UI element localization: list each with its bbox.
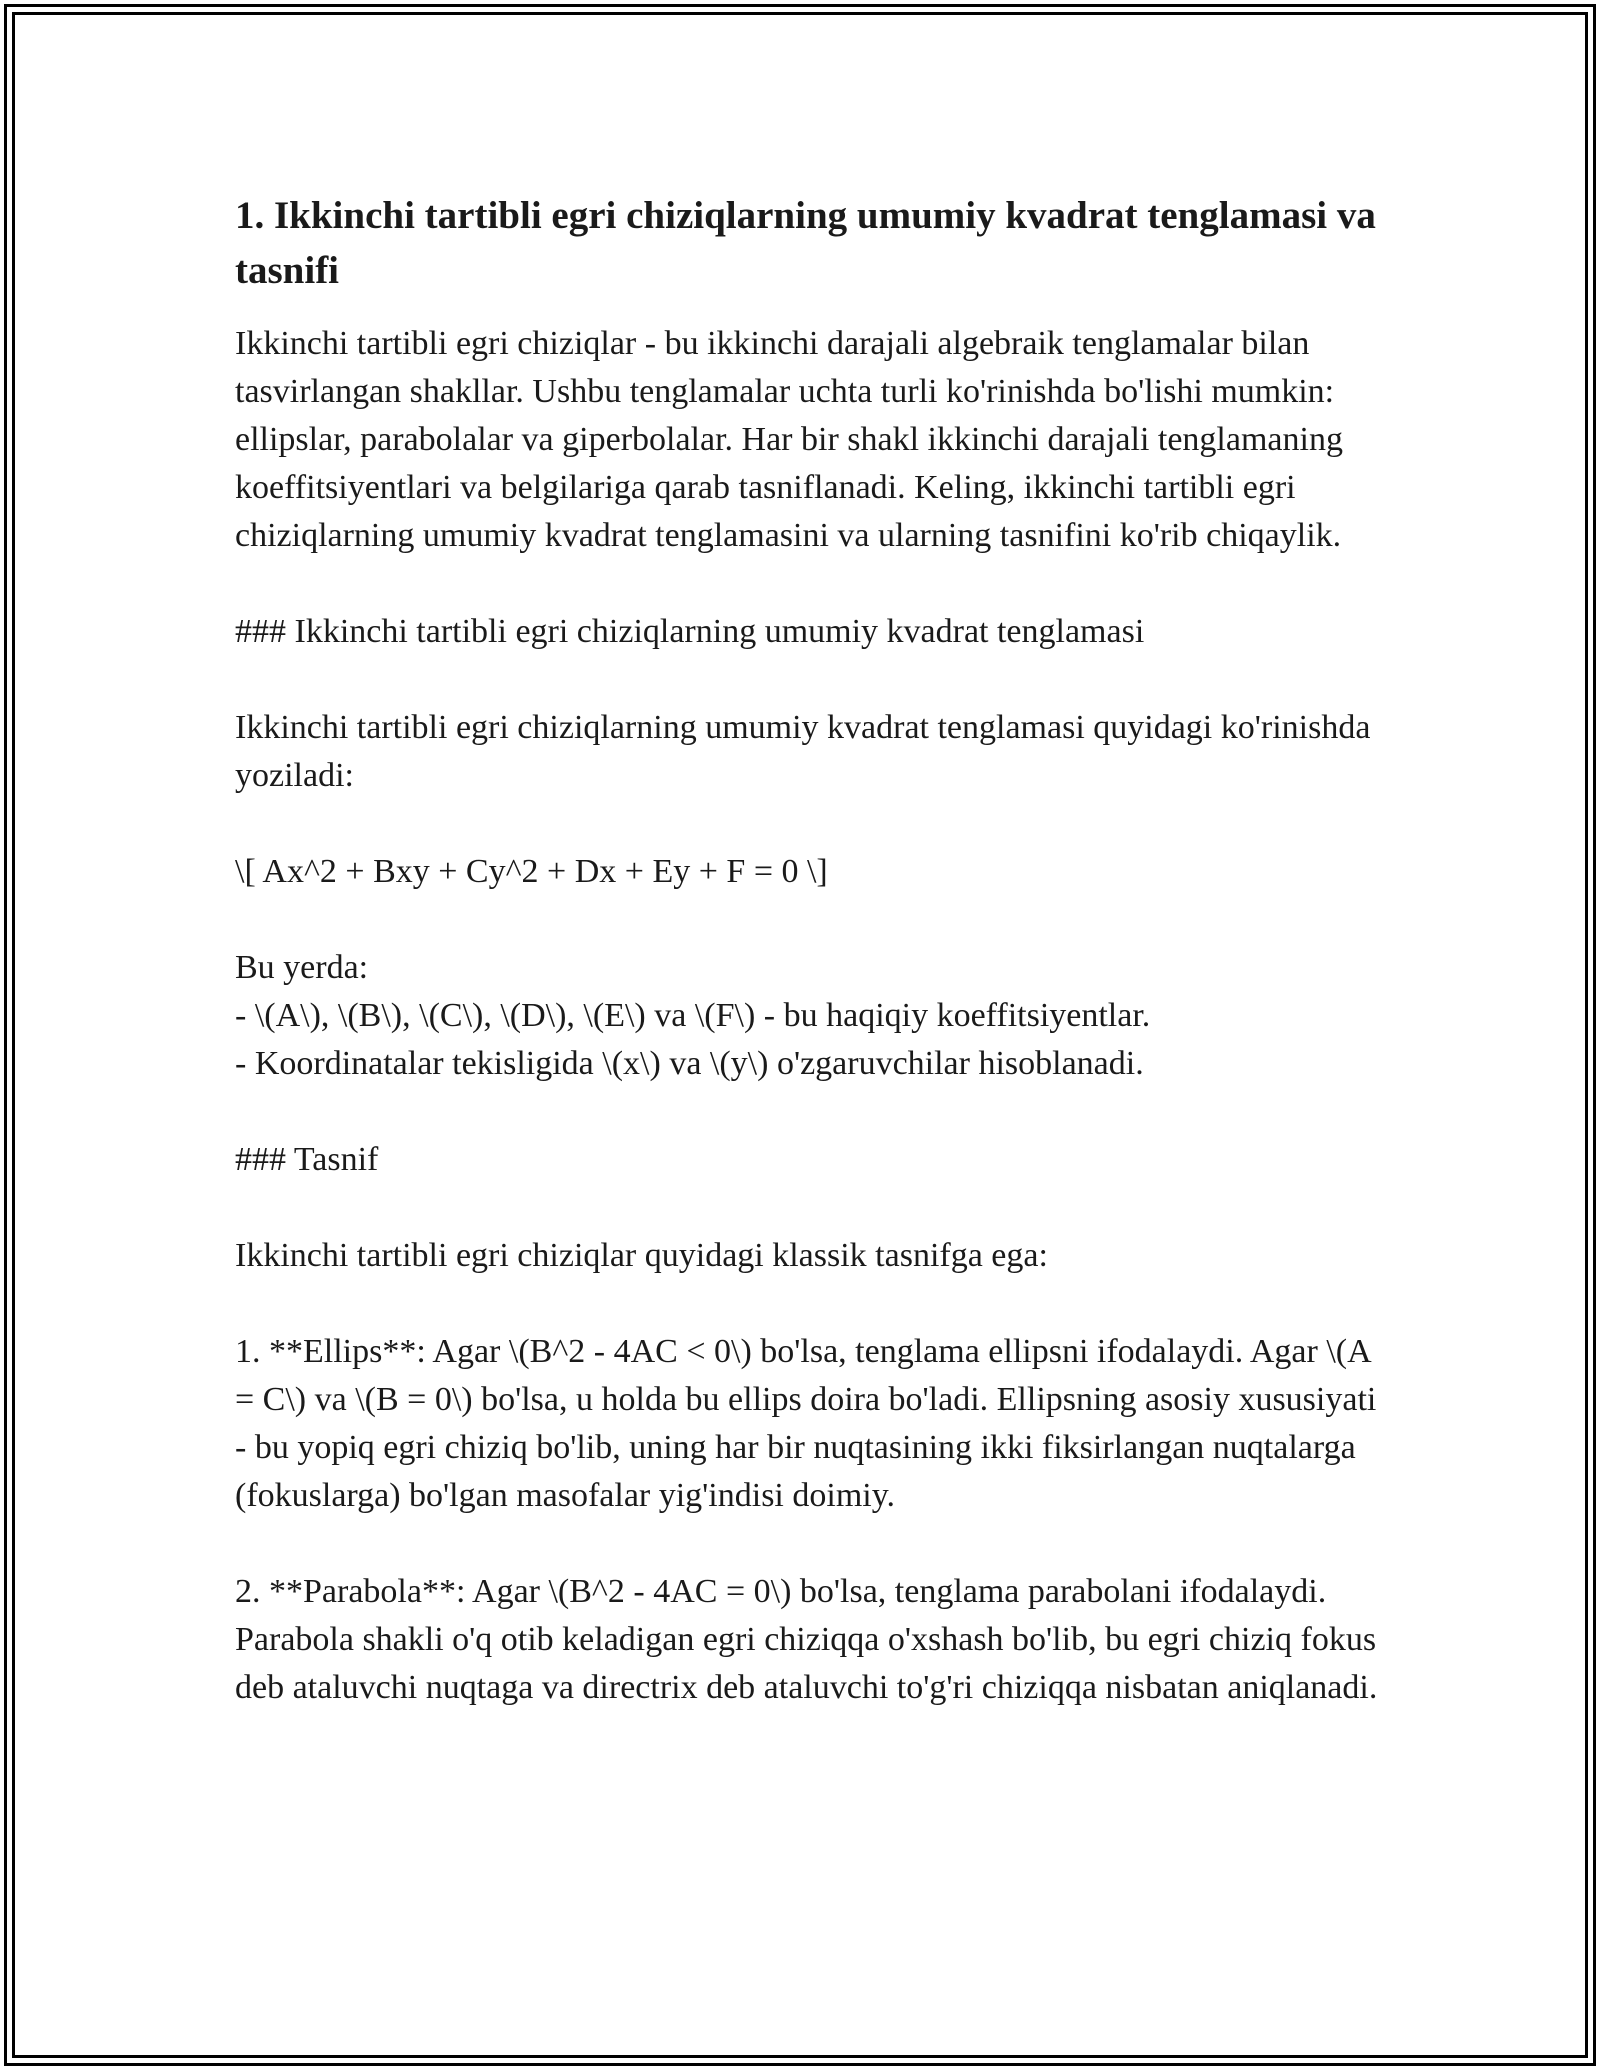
list-item-parabola: 2. **Parabola**: Agar \(B^2 - 4AC = 0\) bo'lsa, tenglama parabolani ifodalaydi. Parabola shakli o'q otib keladigan egri chiziqqa o'xshash bo'lib, bu egri chiziq fokus deb ataluvchi nuqtaga va directrix deb ataluvchi to'g'ri chiziqqa nisbatan aniqlanadi. [235,1573,1378,1706]
intro-paragraph: Ikkinchi tartibli egri chiziqlar - bu ikkinchi darajali algebraik tenglamalar bilan tasvirlangan shakllar. Ushbu tenglamalar uchta turli ko'rinishda bo'lishi mumkin: ellipslar, parabolalar va giperbolalar. Har bir shakl ikkinchi darajali tenglamaning koeffitsiyentlari va belgilariga qarab tasniflanadi. Keling, ikkinchi tartibli egri chiziqlarning umumiy kvadrat tenglamasini va ularning tasnifini ko'rib chiqaylik. [235,325,1343,554]
list-item-ellipse: 1. **Ellips**: Agar \(B^2 - 4AC < 0\) bo'lsa, tenglama ellipsni ifodalaydi. Agar \(A = C\) va \(B = 0\) bo'lsa, u holda bu ellips doira bo'ladi. Ellipsning asosiy xususiyati - bu yopiq egri chiziq bo'lib, uning har bir nuqtasining ikki fiksirlangan nuqtalarga (fokuslarga) bo'lgan masofalar yig'indisi doimiy. [235,1333,1377,1514]
classification-intro-paragraph: Ikkinchi tartibli egri chiziqlar quyidagi klassik tasnifga ega: [235,1237,1048,1274]
where-block [235,944,1385,1088]
where-label: Bu yerda: [235,949,369,986]
document-title: 1. Ikkinchi tartibli egri chiziqlarning umumiy kvadrat tenglamasi va tasnifi [235,194,1376,292]
where-item-coefficients: - \(A\), \(B\), \(C\), \(D\), \(E\) va \(F\) - bu haqiqiy koeffitsiyentlar. [235,997,1151,1034]
equation-heading: ### Ikkinchi tartibli egri chiziqlarning umumiy kvadrat tenglamasi [235,613,1145,650]
equation-line: \[ Ax^2 + Bxy + Cy^2 + Dx + Ey + F = 0 \] [235,853,828,890]
where-item-variables: - Koordinatalar tekisligida \(x\) va \(y\) o'zgaruvchilar hisoblanadi. [235,1045,1144,1082]
classification-heading: ### Tasnif [235,1141,379,1178]
document-body [235,188,1385,1760]
equation-intro-paragraph: Ikkinchi tartibli egri chiziqlarning umumiy kvadrat tenglamasi quyidagi ko'rinishda yoziladi: [235,709,1371,794]
